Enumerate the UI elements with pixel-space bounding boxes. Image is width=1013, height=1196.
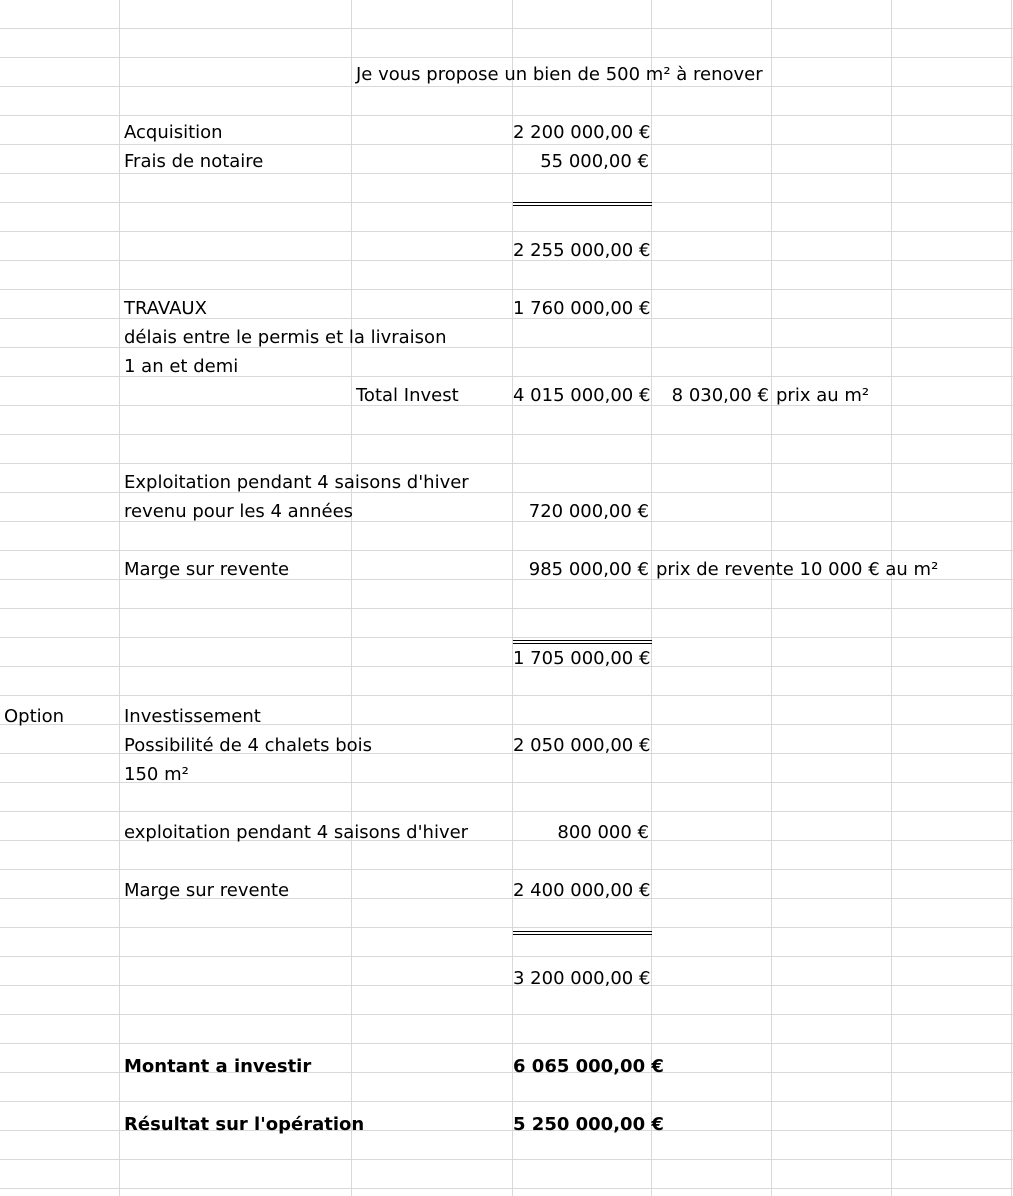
total-invest-value[interactable]: 4 015 000,00 € <box>513 385 651 406</box>
acquisition-label[interactable]: Acquisition <box>124 122 223 143</box>
total-invest-label[interactable]: Total Invest <box>356 385 459 406</box>
option-label[interactable]: Option <box>4 706 65 727</box>
revenue-value[interactable]: 720 000,00 € <box>528 501 649 522</box>
travaux-note-duration[interactable]: 1 an et demi <box>124 356 239 377</box>
option-marge-value[interactable]: 2 400 000,00 € <box>513 880 651 901</box>
subtotal-operation[interactable]: 1 705 000,00 € <box>513 648 651 669</box>
double-underline <box>513 202 652 206</box>
price-per-m2-value[interactable]: 8 030,00 € <box>671 385 769 406</box>
marge-label[interactable]: Marge sur revente <box>124 559 290 580</box>
travaux-label[interactable]: TRAVAUX <box>124 298 207 319</box>
resultat-value[interactable]: 5 250 000,00 € <box>513 1114 664 1135</box>
travaux-value[interactable]: 1 760 000,00 € <box>513 298 651 319</box>
sheet-title[interactable]: Je vous propose un bien de 500 m² à renover <box>356 64 763 85</box>
chalets-label[interactable]: Possibilité de 4 chalets bois <box>124 735 373 756</box>
notaire-value[interactable]: 55 000,00 € <box>540 151 649 172</box>
travaux-note-delay[interactable]: délais entre le permis et la livraison <box>124 327 447 348</box>
resale-price-note[interactable]: prix de revente 10 000 € au m² <box>656 559 939 580</box>
option-exploitation-label[interactable]: exploitation pendant 4 saisons d'hiver <box>124 822 469 843</box>
option-marge-label[interactable]: Marge sur revente <box>124 880 290 901</box>
notaire-label[interactable]: Frais de notaire <box>124 151 264 172</box>
option-exploitation-value[interactable]: 800 000 € <box>557 822 649 843</box>
chalets-value[interactable]: 2 050 000,00 € <box>513 735 651 756</box>
option-subtotal[interactable]: 3 200 000,00 € <box>513 968 651 989</box>
price-per-m2-label[interactable]: prix au m² <box>776 385 870 406</box>
exploitation-label[interactable]: Exploitation pendant 4 saisons d'hiver <box>124 472 469 493</box>
subtotal-acquisition[interactable]: 2 255 000,00 € <box>513 240 651 261</box>
option-invest-label[interactable]: Investissement <box>124 706 261 727</box>
montant-value[interactable]: 6 065 000,00 € <box>513 1056 664 1077</box>
chalets-surface[interactable]: 150 m² <box>124 764 189 785</box>
resultat-label[interactable]: Résultat sur l'opération <box>124 1114 365 1135</box>
marge-value[interactable]: 985 000,00 € <box>528 559 649 580</box>
montant-label[interactable]: Montant a investir <box>124 1056 312 1077</box>
revenue-label[interactable]: revenu pour les 4 années <box>124 501 354 522</box>
acquisition-value[interactable]: 2 200 000,00 € <box>513 122 651 143</box>
double-underline <box>513 931 652 935</box>
